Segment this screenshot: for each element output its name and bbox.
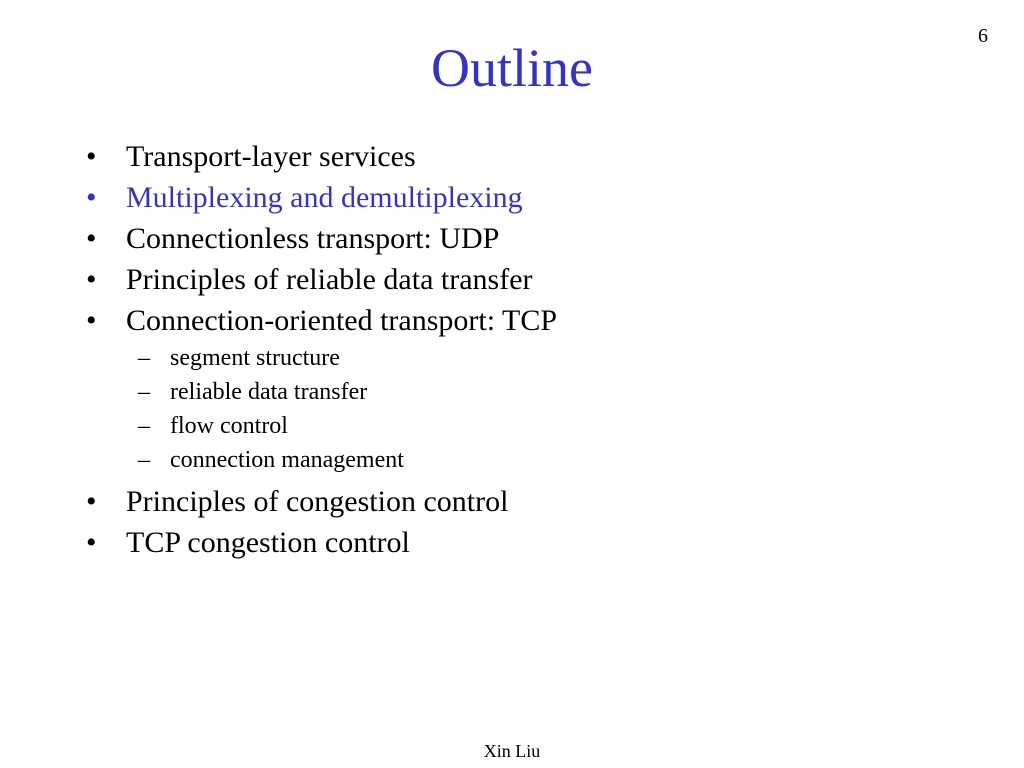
dash-icon: –	[138, 379, 150, 405]
outline-item-label: Transport-layer services	[126, 140, 416, 173]
sub-item-label: reliable data transfer	[170, 379, 368, 405]
bullet-icon: •	[86, 222, 97, 255]
outline-item-tcp	[86, 300, 557, 481]
tcp-sub-list	[126, 341, 557, 481]
sub-item-label: flow control	[170, 413, 288, 439]
outline-item-congestion-principles	[86, 481, 557, 522]
bullet-icon: •	[86, 140, 97, 173]
sub-item-label: connection management	[170, 447, 404, 473]
outline-list	[86, 136, 557, 563]
sub-item-flow-control	[126, 409, 557, 443]
outline-item-label: Principles of congestion control	[126, 485, 509, 518]
outline-item-label: Connection-oriented transport: TCP	[126, 304, 558, 337]
outline-item-tcp-congestion	[86, 522, 557, 563]
sub-item-connection-management	[126, 443, 557, 477]
dash-icon: –	[138, 345, 150, 371]
slide-footer: Xin Liu	[483, 741, 541, 761]
slide-number: 6	[978, 25, 988, 47]
bullet-icon: •	[86, 304, 97, 337]
outline-item-label: Multiplexing and demultiplexing	[126, 181, 523, 214]
outline-item-label: Principles of reliable data transfer	[126, 263, 533, 296]
outline-item-label: Connectionless transport: UDP	[126, 222, 500, 255]
sub-item-segment-structure	[126, 341, 557, 375]
dash-icon: –	[138, 413, 150, 439]
dash-icon: –	[138, 447, 150, 473]
sub-item-reliable-data-transfer	[126, 375, 557, 409]
outline-item-transport-layer-services	[86, 136, 557, 177]
sub-item-label: segment structure	[170, 345, 340, 371]
bullet-icon: •	[86, 263, 97, 296]
bullet-icon: •	[86, 181, 97, 214]
bullet-icon: •	[86, 526, 97, 559]
outline-item-multiplexing	[86, 177, 557, 218]
slide-title: Outline	[431, 38, 593, 98]
outline-item-label: TCP congestion control	[126, 526, 410, 559]
outline-item-udp	[86, 218, 557, 259]
bullet-icon: •	[86, 485, 97, 518]
outline-item-reliable-data-transfer	[86, 259, 557, 300]
